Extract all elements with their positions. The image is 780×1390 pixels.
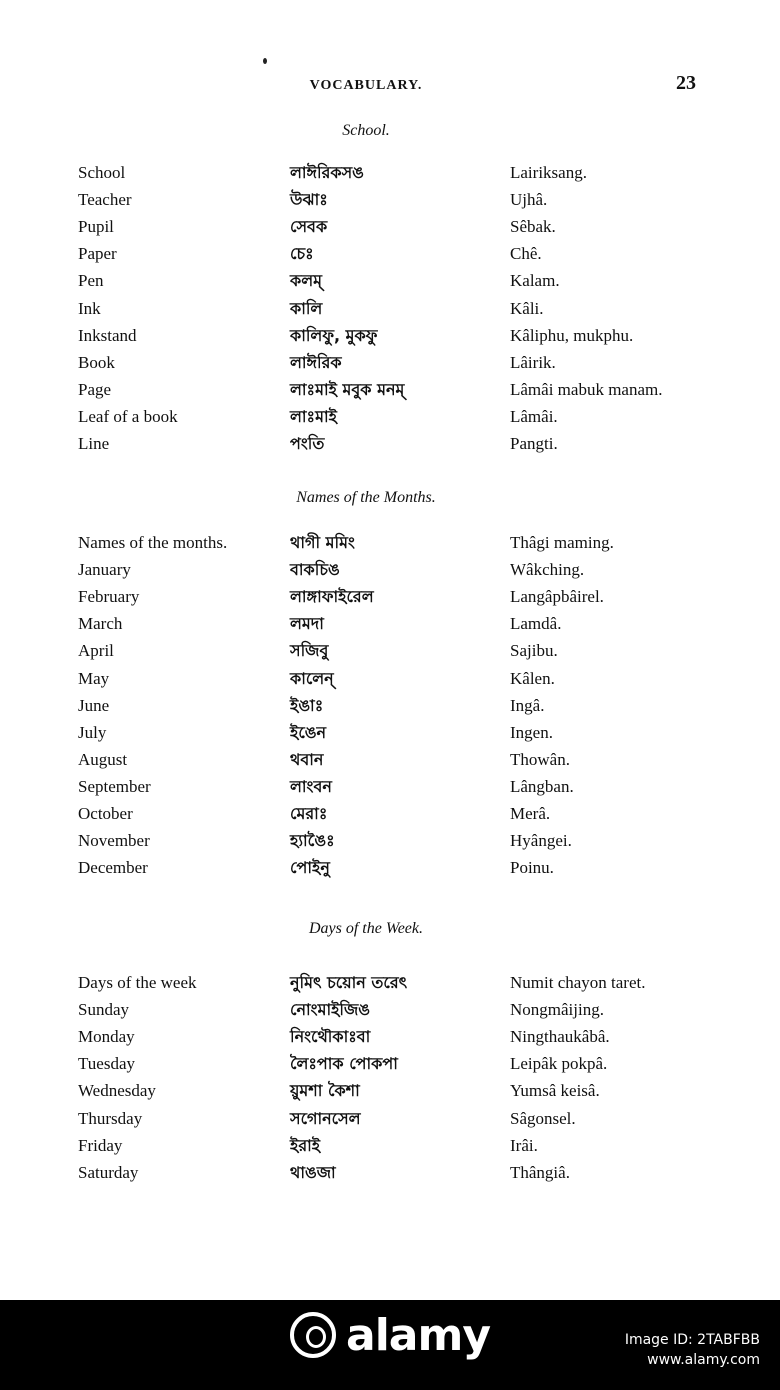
bengali-word: সগোনসেল <box>290 1108 361 1128</box>
bengali-word: ইরাই <box>290 1135 321 1155</box>
vocab-row <box>0 775 780 801</box>
transliteration: Sajibu. <box>510 641 558 661</box>
vocab-row <box>0 188 780 214</box>
section-title: Days of the Week. <box>308 920 424 937</box>
vocab-row <box>0 1079 780 1105</box>
transliteration: Lairiksang. <box>510 163 587 182</box>
alamy-brand: alamy <box>346 1310 490 1361</box>
transliteration: Ingen. <box>510 722 553 742</box>
bengali-word: কালেন্ <box>290 668 334 688</box>
transliteration: Langâpbâirel. <box>510 587 604 607</box>
vocab-row <box>0 432 780 458</box>
transliteration: Thâgi maming. <box>510 533 614 552</box>
section-title: School. <box>342 122 390 139</box>
transliteration: Irâi. <box>510 1135 538 1155</box>
vocab-row <box>0 585 780 611</box>
vocab-row <box>0 269 780 295</box>
bengali-word: থবান <box>290 749 324 769</box>
image-id: Image ID: 2TABFBB <box>624 1332 760 1348</box>
transliteration: Merâ. <box>510 804 551 823</box>
vocab-row <box>0 1161 780 1187</box>
english-word: February <box>78 587 140 607</box>
transliteration: Numit chayon taret. <box>510 973 646 992</box>
english-word: Tuesday <box>78 1054 135 1074</box>
transliteration: Lâmâi mabuk manam. <box>510 379 663 399</box>
transliteration: Sâgonsel. <box>510 1108 576 1128</box>
english-word: June <box>78 695 110 715</box>
bengali-word: নোংমাইজিঙ <box>290 1000 371 1020</box>
vocab-row <box>0 694 780 720</box>
ink-speck <box>263 58 267 64</box>
english-word: Friday <box>78 1135 123 1155</box>
bengali-word: কালি <box>290 298 323 318</box>
transliteration: Yumsâ keisâ. <box>510 1081 600 1101</box>
english-word: Book <box>78 352 115 372</box>
vocab-row <box>0 998 780 1024</box>
transliteration: Sêbak. <box>510 217 556 237</box>
vocab-row <box>0 748 780 774</box>
vocab-row <box>0 1107 780 1133</box>
vocab-row <box>0 297 780 323</box>
bengali-word: থাঙজা <box>290 1162 336 1182</box>
bengali-word: পোইনু <box>290 858 330 878</box>
bengali-word: য়ুমশা কৈশা <box>290 1081 360 1101</box>
vocab-row <box>0 324 780 350</box>
transliteration: Kalam. <box>510 271 560 291</box>
bengali-word: থাগী মমিং <box>290 533 355 552</box>
transliteration: Ningthaukâbâ. <box>510 1027 610 1047</box>
bengali-word: লাঃমাই <box>290 406 337 426</box>
english-word: Line <box>78 434 110 453</box>
vocab-row <box>0 1052 780 1078</box>
english-word: Paper <box>78 244 117 264</box>
english-word: Ink <box>78 298 101 318</box>
bengali-word: কালিফু, মুকফু <box>290 325 378 345</box>
english-word: Pupil <box>78 217 114 237</box>
vocab-row <box>0 721 780 747</box>
bengali-word: চেঃ <box>290 244 314 264</box>
bengali-word: ইঙেন <box>290 722 327 742</box>
transliteration: Kâlen. <box>510 668 555 688</box>
bengali-word: লাঈরিকসঙ <box>290 163 364 182</box>
english-word: Saturday <box>78 1162 139 1182</box>
vocab-row <box>0 1025 780 1051</box>
vocab-row <box>0 531 780 557</box>
english-word: Wednesday <box>78 1081 156 1101</box>
bengali-word: উঝাঃ <box>290 190 328 210</box>
watermark-footer <box>0 1300 780 1390</box>
vocab-row <box>0 612 780 638</box>
english-word: Page <box>78 379 112 399</box>
vocab-row <box>0 161 780 187</box>
english-word: July <box>78 722 107 742</box>
bengali-word: নুমিৎ চয়োন তরেৎ <box>290 973 408 992</box>
bengali-word: বাকচিঙ <box>290 560 340 580</box>
english-word: Days of the week <box>78 973 197 992</box>
english-word: Inkstand <box>78 325 137 345</box>
bengali-word: সজিবু <box>290 641 329 661</box>
english-word: Names of the months. <box>78 533 228 552</box>
english-word: Pen <box>78 271 104 291</box>
english-word: September <box>78 776 151 796</box>
english-word: January <box>78 560 131 580</box>
footer-info <box>625 1330 760 1370</box>
alamy-logo-icon <box>290 1312 336 1358</box>
vocab-row <box>0 351 780 377</box>
english-word: December <box>78 858 148 878</box>
vocab-row <box>0 639 780 665</box>
english-word: April <box>78 641 114 661</box>
vocab-row <box>0 405 780 431</box>
vocab-row <box>0 558 780 584</box>
site-url: www.alamy.com <box>647 1352 760 1368</box>
transliteration: Poinu. <box>510 858 554 878</box>
transliteration: Lâmâi. <box>510 406 558 426</box>
bengali-word: কলম্ <box>290 271 323 291</box>
transliteration: Nongmâijing. <box>510 1000 604 1020</box>
vocab-row <box>0 802 780 828</box>
vocab-row <box>0 829 780 855</box>
transliteration: Lâirik. <box>510 352 556 372</box>
english-word: October <box>78 804 133 823</box>
transliteration: Hyângei. <box>510 831 572 851</box>
transliteration: Kâliphu, mukphu. <box>510 325 634 345</box>
bengali-word: পংতি <box>290 434 325 453</box>
transliteration: Pangti. <box>510 434 558 453</box>
transliteration: Ingâ. <box>510 695 545 715</box>
english-word: Teacher <box>78 190 132 210</box>
vocab-row <box>0 856 780 882</box>
transliteration: Kâli. <box>510 298 544 318</box>
bengali-word: নিংথৌকাঃবা <box>290 1027 371 1047</box>
transliteration: Lamdâ. <box>510 614 562 634</box>
section-title: Names of the Months. <box>296 489 436 506</box>
english-word: May <box>78 668 110 688</box>
english-word: School <box>78 163 126 182</box>
vocab-row <box>0 215 780 241</box>
transliteration: Thowân. <box>510 749 570 769</box>
running-title: VOCABULARY. <box>309 78 423 93</box>
transliteration: Chê. <box>510 244 542 264</box>
english-word: March <box>78 614 123 634</box>
bengali-word: লাঃমাই মবুক মনম্ <box>290 379 405 399</box>
english-word: November <box>78 831 150 851</box>
transliteration: Lângban. <box>510 776 574 796</box>
english-word: August <box>78 749 128 769</box>
transliteration: Leipâk pokpâ. <box>510 1054 608 1074</box>
english-word: Sunday <box>78 1000 129 1020</box>
bengali-word: লাঙ্গাফাইরেল <box>290 587 374 607</box>
english-word: Thursday <box>78 1108 143 1128</box>
english-word: Monday <box>78 1027 135 1047</box>
bengali-word: মেরাঃ <box>290 804 328 823</box>
transliteration: Thângiâ. <box>510 1162 570 1182</box>
bengali-word: লমদা <box>290 614 324 634</box>
vocab-row <box>0 667 780 693</box>
vocab-row <box>0 378 780 404</box>
transliteration: Wâkching. <box>510 560 585 580</box>
bengali-word: সেবক <box>290 217 328 237</box>
vocab-row <box>0 1134 780 1160</box>
bengali-word: লাঈরিক <box>290 352 342 372</box>
vocab-row <box>0 242 780 268</box>
bengali-word: লৈঃপাক পোকপা <box>290 1054 398 1074</box>
bengali-word: হ্যাঙৈঃ <box>290 831 335 851</box>
transliteration: Ujhâ. <box>510 190 548 210</box>
english-word: Leaf of a book <box>78 406 178 426</box>
bengali-word: ইঙাঃ <box>290 695 324 715</box>
page-number: 23 <box>676 72 696 94</box>
bengali-word: লাংবন <box>290 776 332 796</box>
vocab-row <box>0 971 780 997</box>
